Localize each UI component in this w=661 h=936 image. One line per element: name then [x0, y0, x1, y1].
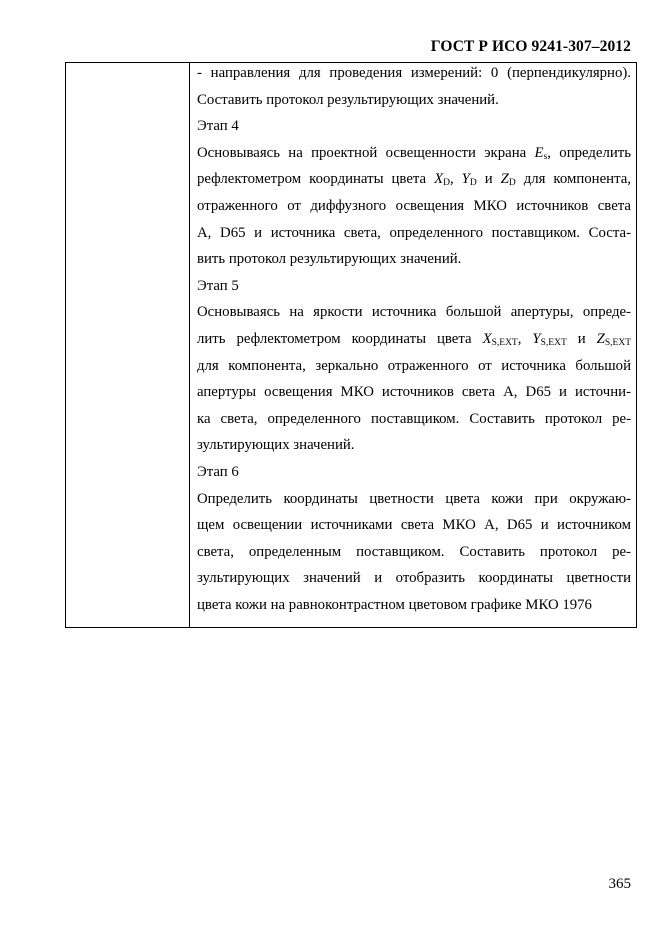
text-line: Основываясь на яркости источника большой апертуры, опреде- — [197, 304, 631, 321]
text-line: света, определенным поставщиком. Составить протокол ре- — [197, 543, 631, 560]
text-line: зультирующих значений. — [197, 437, 355, 454]
text-line: - направления для проведения измерений: 0 (перпендикулярно). — [197, 65, 631, 81]
text-line: щем освещении источниками света МКО А, D65 и источником — [197, 517, 631, 534]
stage-heading: Этап 6 — [197, 463, 239, 480]
text-line: А, D65 и источника света, определенного поставщиком. Соста- — [197, 224, 631, 241]
text-line: цвета кожи на равноконтрастном цветовом графике МКО 1976 — [197, 596, 592, 613]
table-left-column — [66, 63, 190, 627]
text-line: зультирующих значений и отобразить координаты цветности — [197, 570, 631, 587]
text-line: для компонента, зеркально отраженного от источника большой — [197, 357, 631, 374]
table-right-column — [197, 63, 631, 618]
text-line: ка света, определенного поставщиком. Составить протокол ре- — [197, 410, 631, 427]
text-line: апертуры освещения МКО источников света А, D65 и источни- — [197, 384, 631, 401]
text-line: вить протокол результирующих значений. — [197, 251, 462, 268]
page-number: 365 — [608, 876, 631, 892]
stage-heading: Этап 5 — [197, 277, 239, 294]
text-line: Определить координаты цветности цвета кожи при окружаю- — [197, 490, 631, 507]
stage-heading: Этап 4 — [197, 118, 239, 135]
document-header-title: ГОСТ Р ИСО 9241-307–2012 — [430, 38, 631, 55]
text-line: лить рефлектометром координаты цвета $X_{S,EXT}$, $Y_{S,EXT}$ и $Z_{S,EXT}$ — [197, 330, 631, 348]
text-line: Основываясь на проектной освещенности экрана $E_s$, определить — [197, 144, 631, 162]
text-line: Составить протокол результирующих значений. — [197, 91, 499, 108]
text-line: рефлектометром координаты цвета $X_D$, $Y_D$ и $Z_D$ для компонента, — [197, 171, 631, 189]
text-line: отраженного от диффузного освещения МКО источников света — [197, 197, 631, 214]
content-table — [65, 62, 637, 628]
